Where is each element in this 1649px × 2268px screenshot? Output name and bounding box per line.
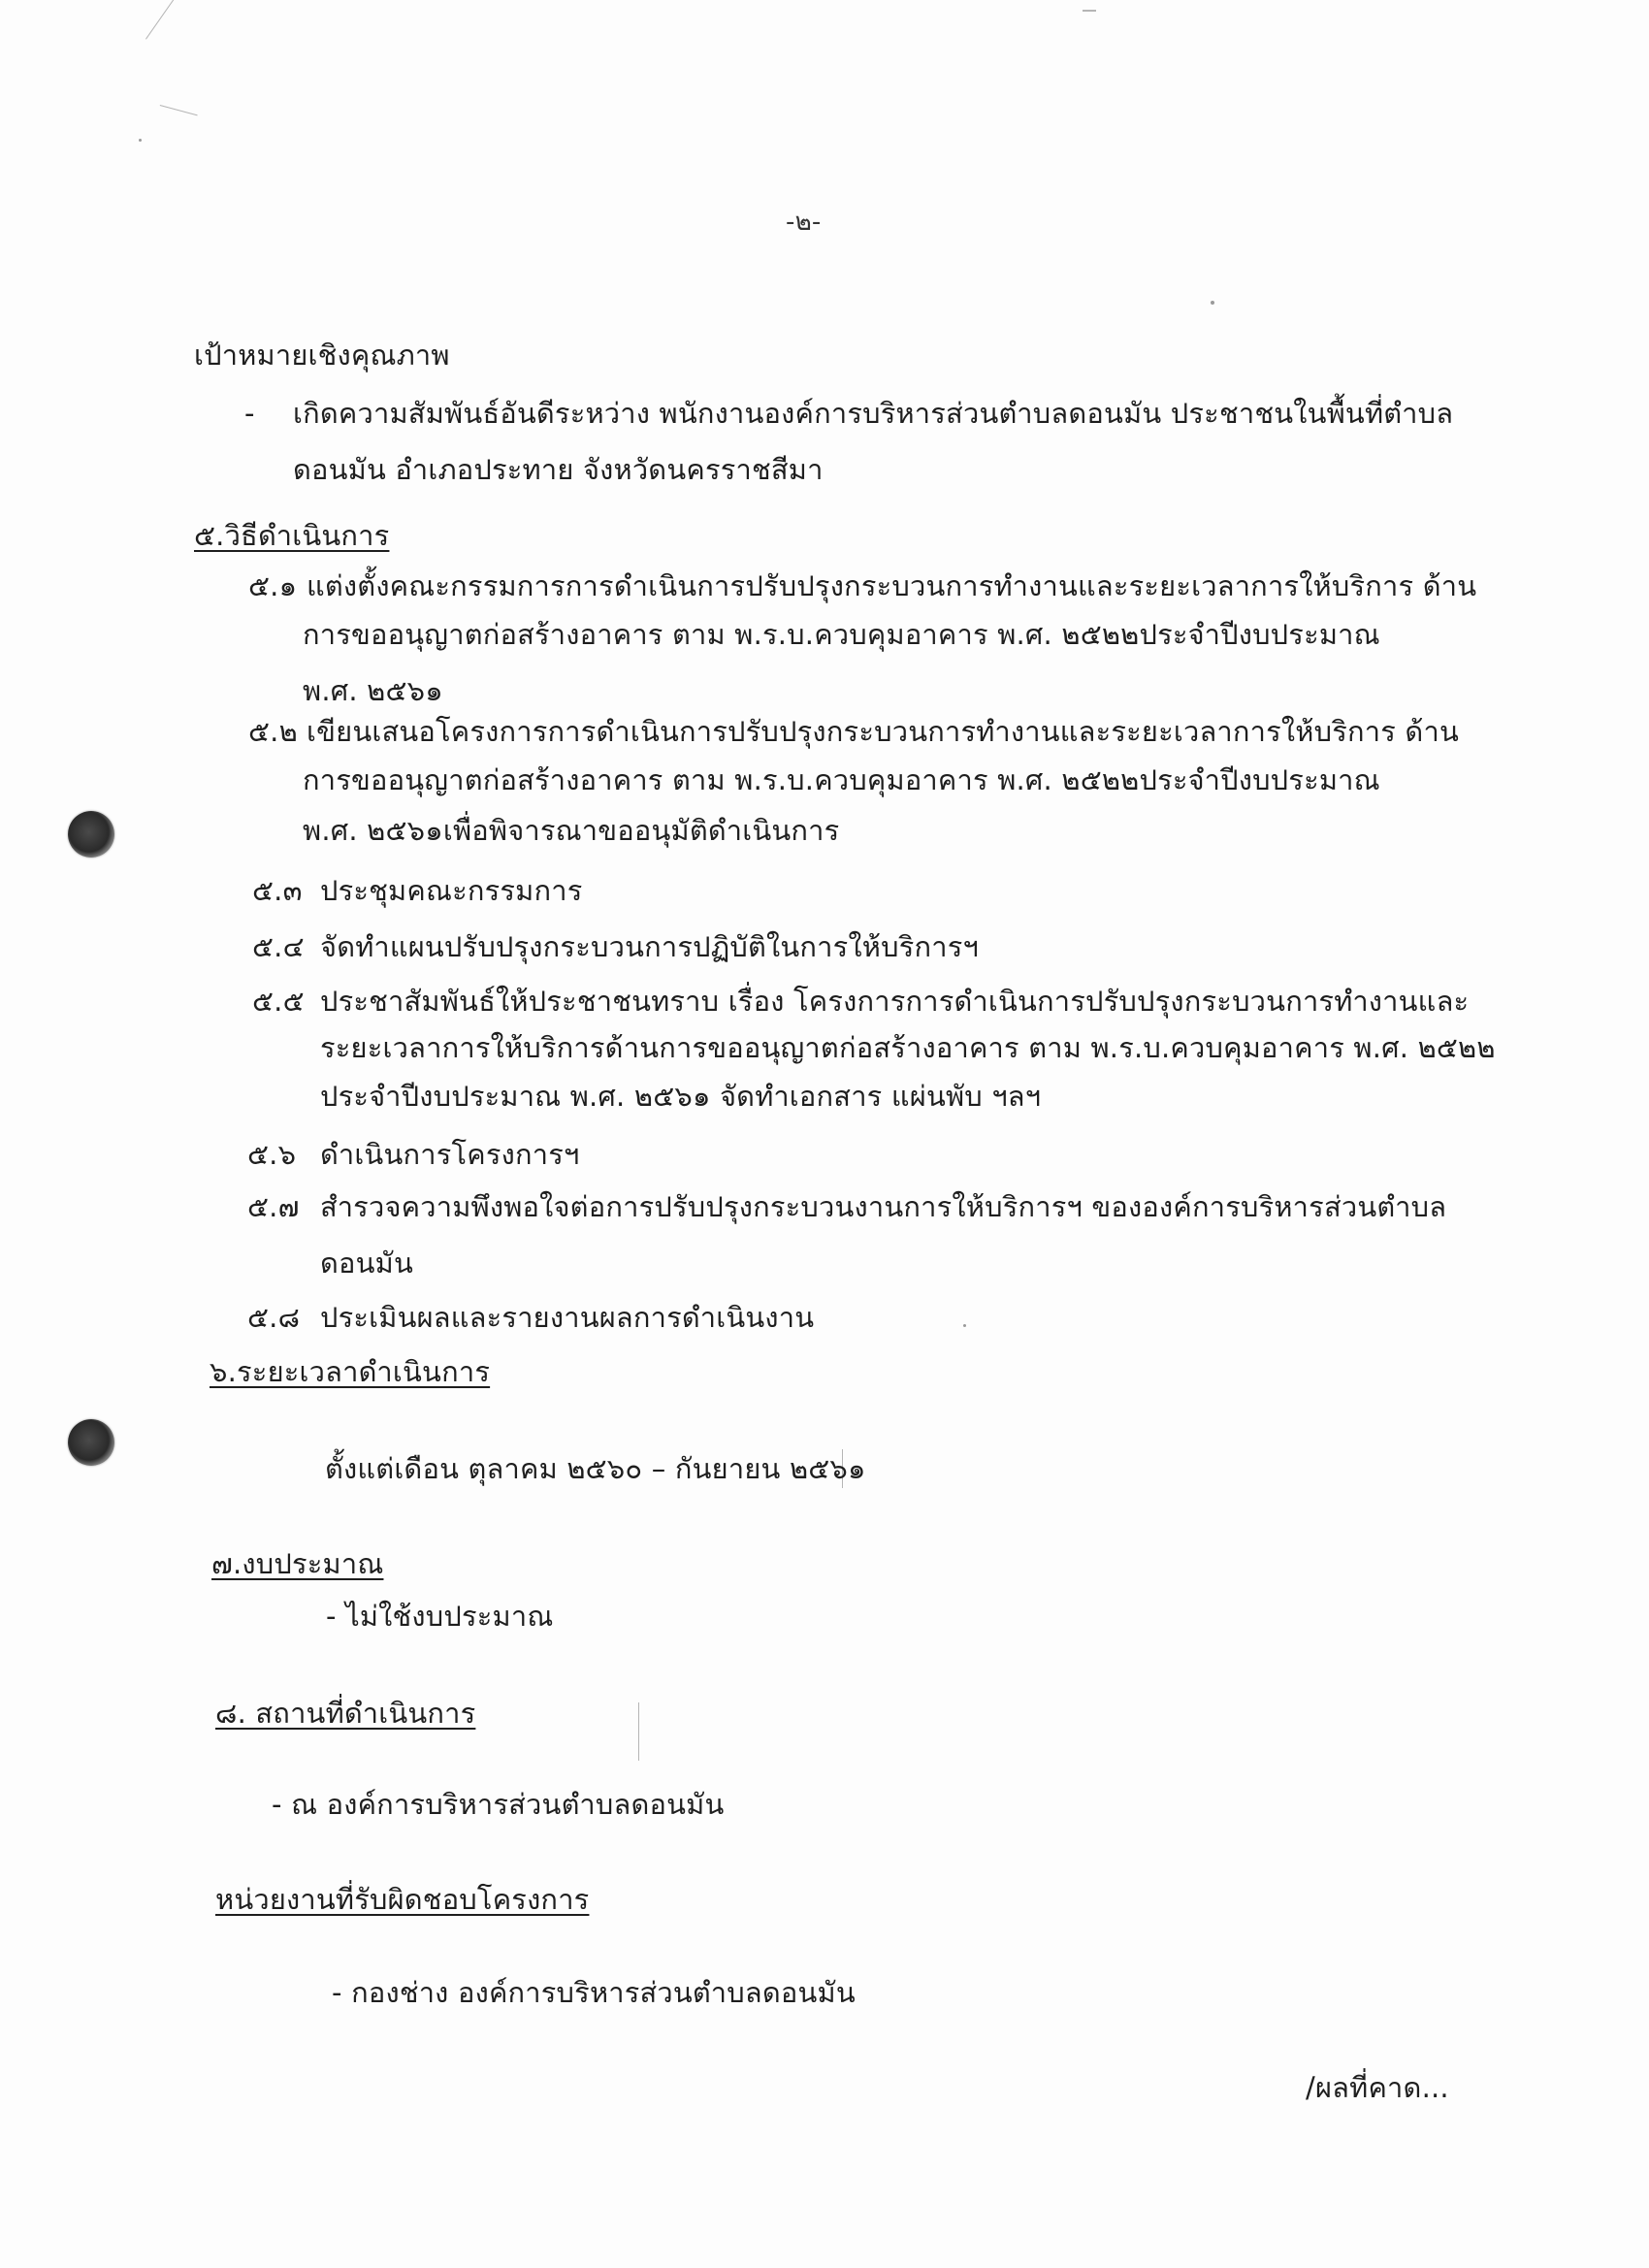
item-number: ๕.๒	[248, 715, 298, 748]
responsible-text: - กองช่าง องค์การบริหารส่วนตำบลดอนมัน	[332, 1976, 856, 2009]
item-line: ประจำปีงบประมาณ พ.ศ. ๒๕๖๑ จัดทำเอกสาร แผ่นพับ ฯลฯ	[320, 1080, 1042, 1113]
punch-hole-bottom	[68, 1419, 114, 1466]
item-line: ประชาสัมพันธ์ให้ประชาชนทราบ เรื่อง โครงการการดำเนินการปรับปรุงกระบวนการทำงานและ	[320, 985, 1470, 1018]
quality-goal-line: เกิดความสัมพันธ์อันดีระหว่าง พนักงานองค์การบริหารส่วนตำบลดอนมัน ประชาชนในพื้นที่ตำบล	[293, 397, 1454, 430]
item-line: การขออนุญาตก่อสร้างอาคาร ตาม พ.ร.บ.ควบคุมอาคาร พ.ศ. ๒๕๒๒ประจำปีงบประมาณ	[303, 763, 1380, 796]
responsible-heading: หน่วยงานที่รับผิดชอบโครงการ	[215, 1883, 590, 1916]
scan-mark	[146, 0, 185, 40]
scan-mark	[160, 105, 198, 115]
quality-goal-heading: เป้าหมายเชิงคุณภาพ	[194, 339, 450, 372]
item-number: ๕.๓	[252, 874, 303, 907]
scan-mark	[1083, 10, 1096, 12]
section6-text: ตั้งแต่เดือน ตุลาคม ๒๕๖๐ – กันยายน ๒๕๖๑	[325, 1452, 866, 1485]
scan-speck	[1211, 301, 1214, 305]
punch-hole-top	[68, 811, 114, 858]
item-line: การขออนุญาตก่อสร้างอาคาร ตาม พ.ร.บ.ควบคุมอาคาร พ.ศ. ๒๕๒๒ประจำปีงบประมาณ	[303, 618, 1380, 651]
item-line: เขียนเสนอโครงการการดำเนินการปรับปรุงกระบวนการทำงานและระยะเวลาการให้บริการ ด้าน	[307, 715, 1459, 748]
quality-goal-line: ดอนมัน อำเภอประทาย จังหวัดนครราชสีมา	[293, 453, 824, 486]
scan-speck	[139, 139, 142, 142]
item-line: สำรวจความพึงพอใจต่อการปรับปรุงกระบวนงานการให้บริการฯ ขององค์การบริหารส่วนตำบล	[320, 1190, 1447, 1223]
section7-heading: ๗.งบประมาณ	[211, 1547, 384, 1580]
item-number: ๕.๘	[247, 1301, 301, 1334]
item-line: พ.ศ. ๒๕๖๑เพื่อพิจารณาขออนุมัติดำเนินการ	[303, 814, 840, 847]
section8-text: - ณ องค์การบริหารส่วนตำบลดอนมัน	[272, 1788, 725, 1821]
item-line: ดำเนินการโครงการฯ	[320, 1138, 580, 1171]
item-line: ประเมินผลและรายงานผลการดำเนินงาน	[320, 1301, 815, 1334]
item-line: จัดทำแผนปรับปรุงกระบวนการปฏิบัติในการให้บริการฯ	[320, 930, 980, 963]
scan-speck	[963, 1324, 966, 1327]
item-number: ๕.๔	[252, 930, 305, 963]
item-line: แต่งตั้งคณะกรรมการการดำเนินการปรับปรุงกระบวนการทำงานและระยะเวลาการให้บริการ ด้าน	[307, 569, 1477, 602]
page-number: -๒-	[786, 208, 822, 237]
scan-mark	[638, 1702, 639, 1761]
section7-text: - ไม่ใช้งบประมาณ	[326, 1600, 554, 1633]
quality-goal-bullet: -	[244, 397, 255, 430]
section6-heading: ๖.ระยะเวลาดำเนินการ	[210, 1355, 491, 1388]
item-line: ดอนมัน	[320, 1247, 414, 1280]
item-number: ๕.๕	[252, 985, 305, 1018]
item-number: ๕.๑	[248, 569, 298, 602]
continuation-note: /ผลที่คาด...	[1306, 2071, 1449, 2104]
section8-heading: ๘. สถานที่ดำเนินการ	[215, 1697, 476, 1730]
section5-heading: ๕.วิธีดำเนินการ	[194, 519, 390, 552]
item-number: ๕.๗	[247, 1190, 300, 1223]
item-line: ระยะเวลาการให้บริการด้านการขออนุญาตก่อสร้างอาคาร ตาม พ.ร.บ.ควบคุมอาคาร พ.ศ. ๒๕๒๒	[320, 1031, 1496, 1064]
item-line: พ.ศ. ๒๕๖๑	[303, 674, 443, 707]
item-number: ๕.๖	[247, 1138, 297, 1171]
item-line: ประชุมคณะกรรมการ	[320, 874, 583, 907]
